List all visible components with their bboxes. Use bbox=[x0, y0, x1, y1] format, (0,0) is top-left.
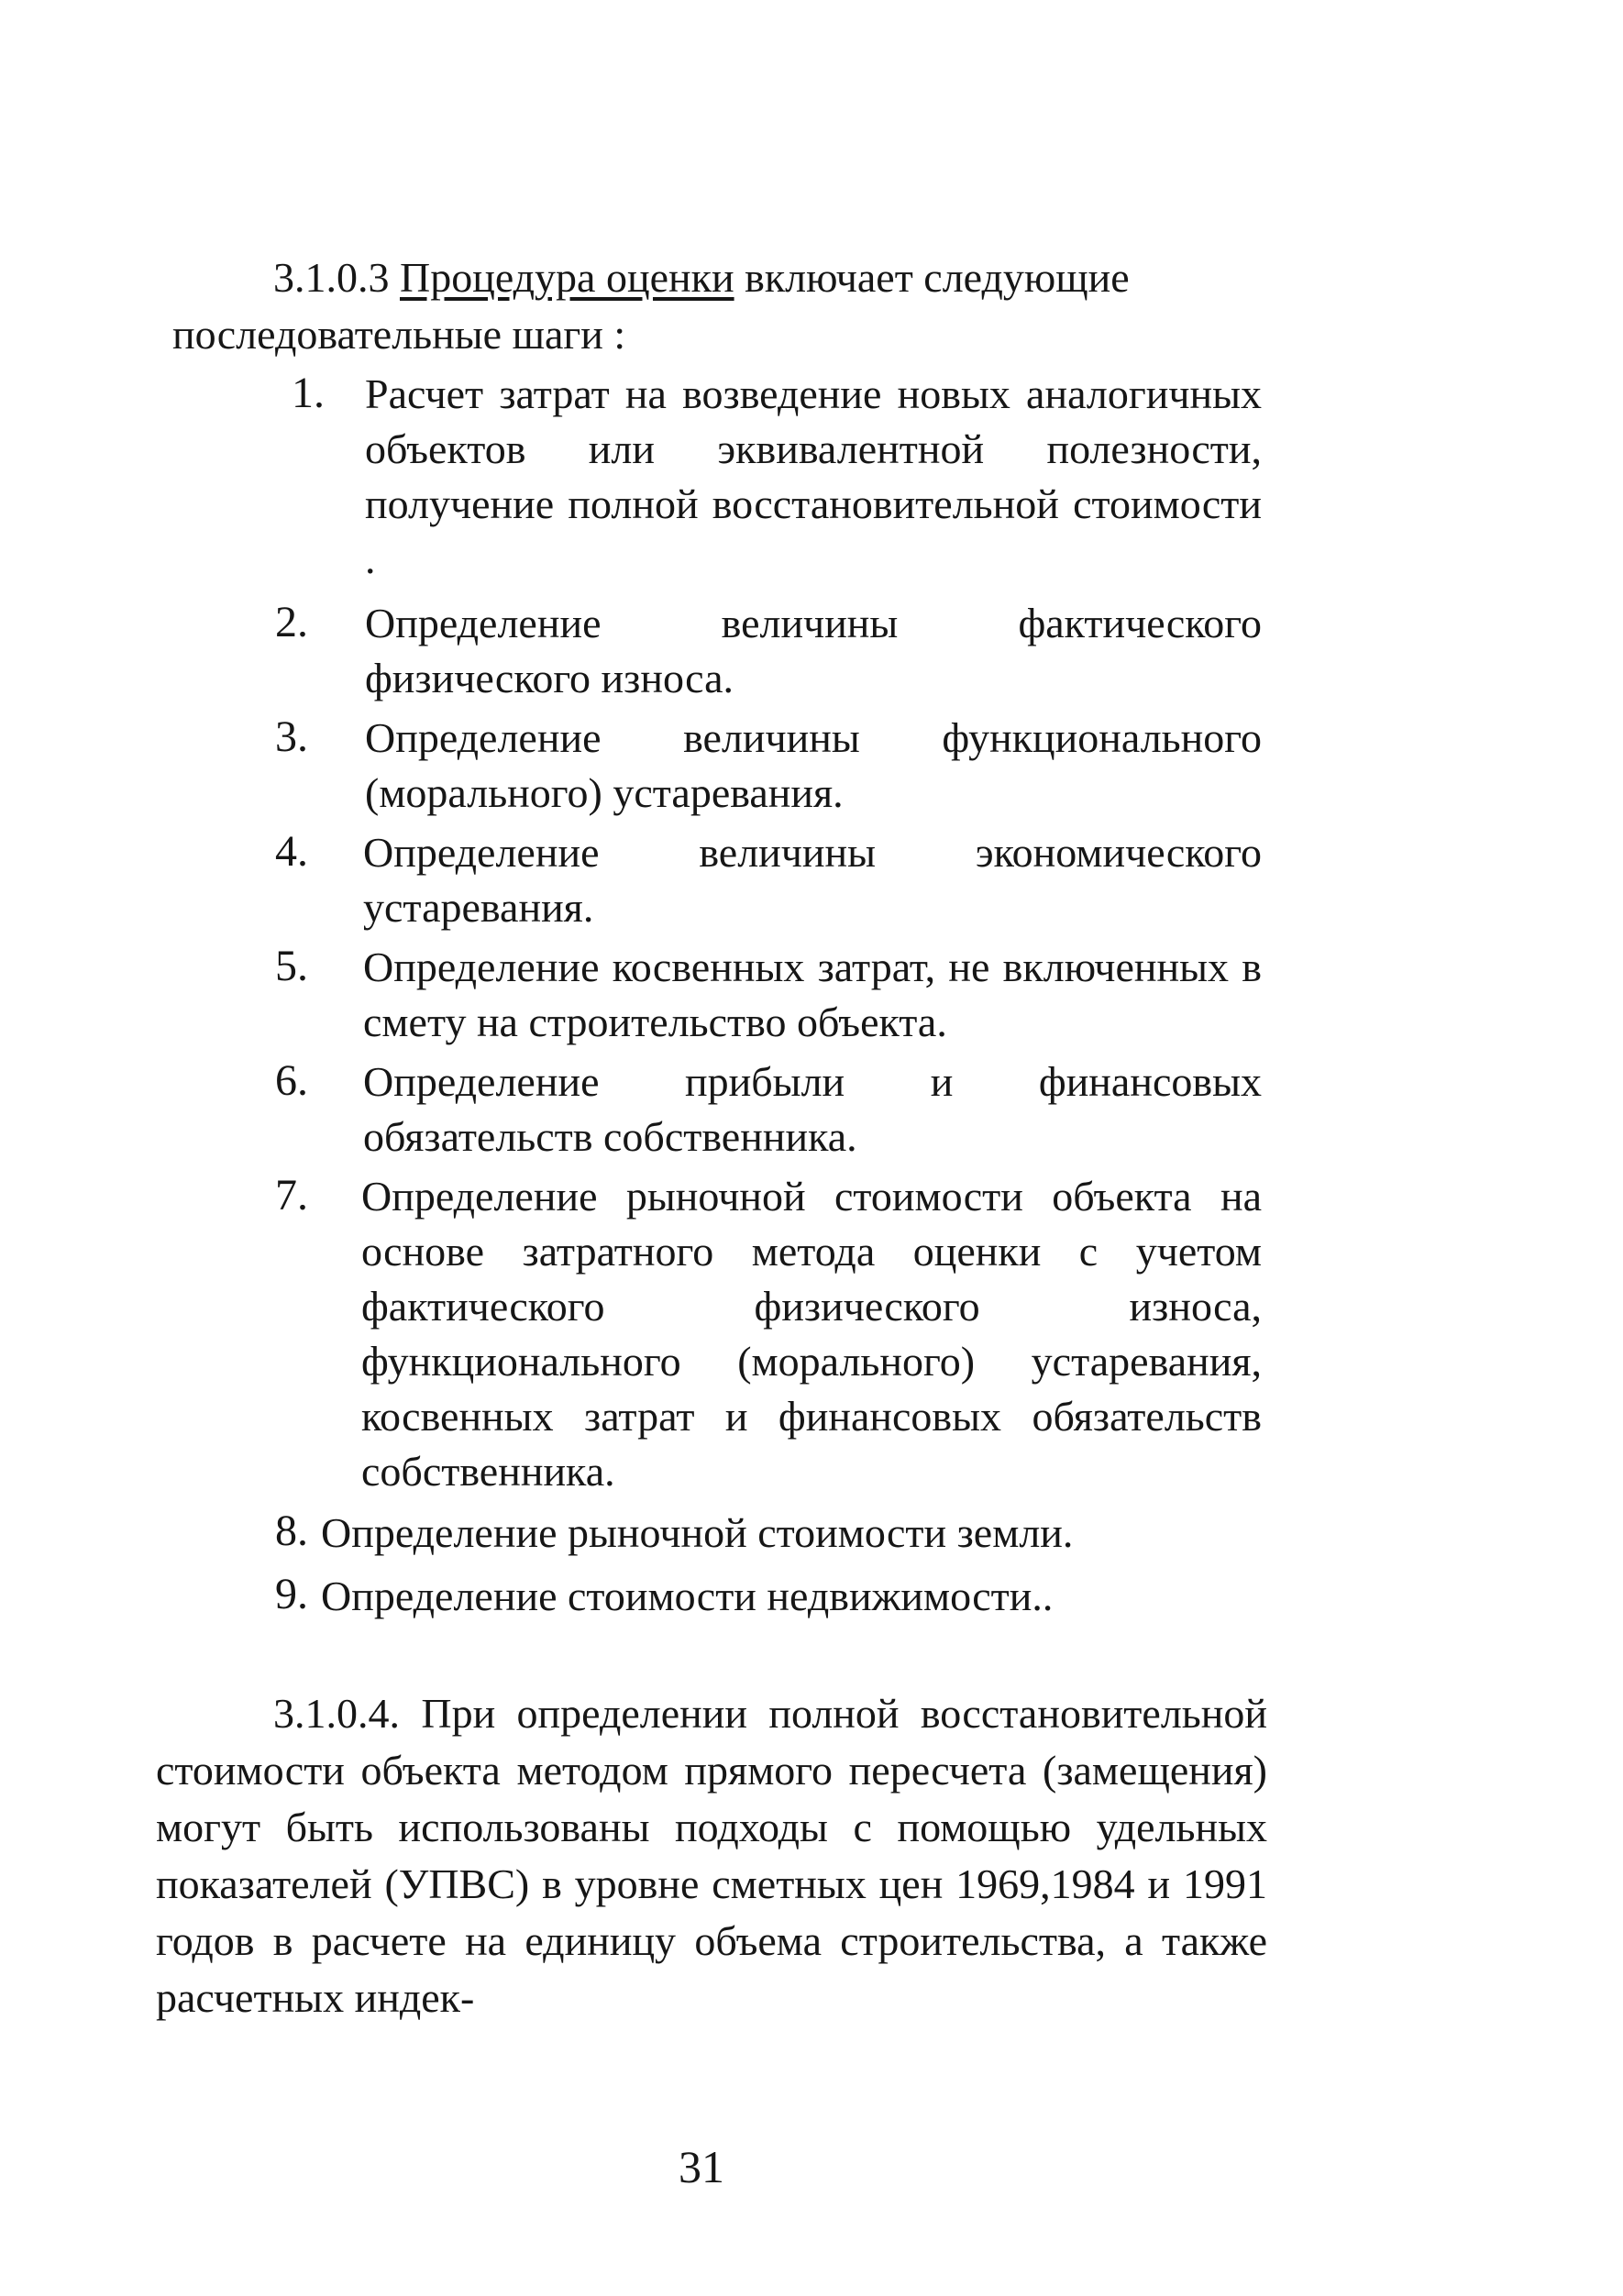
step-number: 5. bbox=[275, 942, 308, 990]
step-text: Определение косвенных затрат, не включенных в смету на строительство объекта. bbox=[363, 944, 1262, 1045]
page-number: 31 bbox=[679, 2141, 724, 2192]
step-text: Определение прибыли и финансовых обязательств собственника. bbox=[363, 1058, 1262, 1160]
step-number: 8. bbox=[275, 1507, 308, 1555]
step-text: Определение рыночной стоимости земли. bbox=[321, 1509, 1074, 1556]
step-number: 4. bbox=[275, 827, 308, 876]
step-number: 3. bbox=[275, 712, 308, 761]
step-text: Определение величины экономического устаревания. bbox=[363, 829, 1262, 931]
section-intro-line2: последовательные шаги : bbox=[172, 311, 626, 358]
step-text: Определение величины функционального (морального) устаревания. bbox=[365, 714, 1262, 816]
step-number: 6. bbox=[275, 1056, 308, 1105]
step-number: 2. bbox=[275, 598, 308, 646]
step-text: Определение величины фактического физического износа. bbox=[365, 600, 1262, 701]
step-text: Определение рыночной стоимости объекта на основе затратного метода оценки с учетом фактического физического износа, функционального (морального) устаревания, косвенных затрат и финансовых обязательств собственника. bbox=[361, 1173, 1262, 1495]
section-number: 3.1.0.3 bbox=[273, 254, 390, 301]
section-title: Процедура оценки bbox=[400, 254, 734, 301]
step-number: 9. bbox=[275, 1570, 308, 1618]
step-number: 7. bbox=[275, 1171, 308, 1220]
section-paragraph-3-1-0-4: 3.1.0.4. При определении полной восстановительной стоимости объекта методом прямого пересчета (замещения) могут быть использованы подходы с помощью удельных показателей (УПВС) в уровне сметных цен 1969,1984 и 1991 годов в расчете на единицу объема строительства, а также расчетных индек- bbox=[156, 1690, 1267, 2021]
step-number: 1. bbox=[292, 369, 325, 417]
step-text: Расчет затрат на возведение новых аналогичных объектов или эквивалентной полезности, получение полной восстановительной стоимости . bbox=[365, 370, 1262, 582]
step-text: Определение стоимости недвижимости.. bbox=[321, 1573, 1054, 1619]
section-intro: включает следующие bbox=[745, 254, 1130, 301]
